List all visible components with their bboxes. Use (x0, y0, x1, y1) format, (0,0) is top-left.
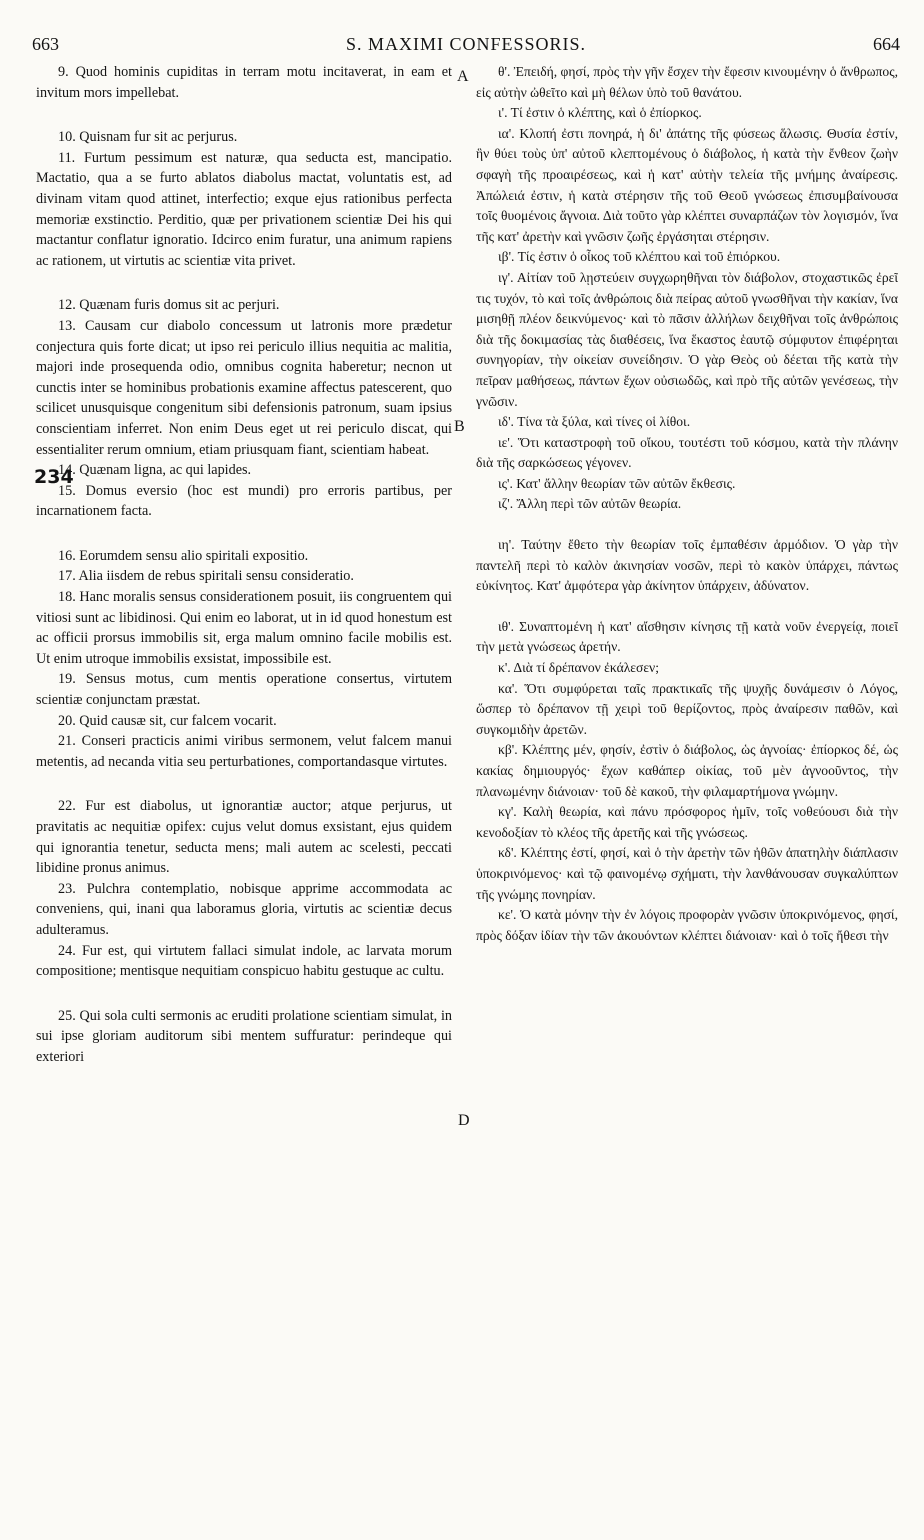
margin-letter-b: B (454, 418, 465, 435)
latin-paragraph: 21. Conseri practicis animi viribus sermonem, velut falcem manui metentis, ad necanda vitia seu perturbationes, comportandasque virtutes. (36, 733, 452, 770)
greek-paragraph: κ'. Διὰ τί δρέπανον ἐκάλεσεν; (498, 660, 659, 676)
latin-column (36, 62, 452, 1526)
latin-paragraph: 13. Causam cur diabolo concessum ut latronis more prædetur conjectura quis forte dicat; ut ipso rei periculo illius nequitia ac malitia, majori inde prosequenda odio, omnibus cognita haberetur; necnon ut cunctis inter se hominibus probationis examine affectus patescerent, quo scilicet unusquisque congenitum sibi defensionis patronum, suam ipsius conscientiam inferret. Non enim Deus eget ut rei periculo discat, qui essentialiter rerum omnium, etiam priusquam fiant, scientiam habeat. (36, 317, 452, 458)
greek-paragraph: ιη'. Ταύτην ἔθετο τὴν θεωρίαν τοῖς ἐμπαθέσιν ἁρμόδιον. Ὁ γὰρ τὴν παντελῆ περὶ τὸ καλὸν ἀκινησίαν νοσῶν, περὶ τὸ κακὸν ὑπάρχει, πάντως εὐκίνητος. Κατ' ἀμφότερα γὰρ ἀκίνητον ὑπάρχειν, ἀδύνατον. (476, 537, 898, 594)
latin-paragraph: 20. Quid causæ sit, cur falcem vocarit. (58, 712, 277, 729)
running-header (30, 34, 902, 60)
margin-letter-d: D (458, 1112, 470, 1129)
latin-paragraph: 15. Domus eversio (hoc est mundi) pro erroris partibus, per incarnationem facta. (36, 482, 452, 520)
latin-paragraph: 22. Fur est diabolus, ut ignorantiæ auctor; atque perjurus, ut pravitatis ac nequitiæ opifex: cujus velut domus exsistant, ejus quidem qui ignorantia tenetur, seducta mens; mali autem ac scelesti, peccati libidine pronus animus. (36, 798, 452, 877)
greek-paragraph: θ'. Ἐπειδή, φησί, πρὸς τὴν γῆν ἔσχεν τὴν ἔφεσιν κινουμένην ὁ ἄνθρωπος, εἰς αὐτὴν ὠθεῖτο καὶ μὴ θέλων ὑπὸ τοῦ θανάτου. (476, 64, 898, 100)
greek-paragraph: ιδ'. Τίνα τὰ ξύλα, καὶ τίνες οἱ λίθοι. (498, 414, 691, 430)
latin-paragraph: 23. Pulchra contemplatio, nobisque apprime accommodata ac conveniens, qui, inani qua laboramus gloria, virtutis ac scientiæ decus adulteramus. (36, 880, 452, 938)
latin-paragraph: 25. Qui sola culti sermonis ac eruditi prolatione scientiam simulat, in sui ipse gloriam auditorum sibi mentem suffuratur: perindeque qui exteriori (36, 1007, 452, 1065)
greek-paragraph: κγ'. Καλὴ θεωρία, καὶ πάνυ πρόσφορος ἡμῖν, τοῖς νοθεύουσι διὰ τὴν κενοδοξίαν τὸ κλέος τῆς ἀρετῆς καὶ τῆς γνώσεως. (476, 804, 898, 840)
margin-folio-number: 234 (34, 466, 74, 488)
latin-paragraph: 12. Quænam furis domus sit ac perjuri. (58, 297, 280, 314)
latin-paragraph: 24. Fur est, qui virtutem fallaci simulat indole, ac larvata morum compositione; mentisque nequitiam conspicuo habitu gestuque ac cultu. (36, 942, 452, 980)
latin-paragraph: 10. Quisnam fur sit ac perjurus. (58, 129, 238, 146)
greek-paragraph: ιε'. Ὅτι καταστροφὴ τοῦ οἴκου, τουτέστι τοῦ κόσμου, κατὰ τὴν πλάνην διὰ τῆς σαρκώσεως γέγονεν. (476, 434, 898, 471)
running-title: S. MAXIMI CONFESSORIS. (345, 34, 587, 54)
latin-paragraph: 17. Alia iisdem de rebus spiritali sensu consideratio. (58, 568, 354, 585)
page-number-left: 663 (32, 34, 59, 54)
latin-paragraph: 18. Hanc moralis sensus considerationem posuit, iis congruentem qui vitiosi sunt ac libidinosi. Qui enim eo laborat, ut in id quod honestum est ac officii prorsus immobilis sit, erga malum omnino facile mobilis est. Ut enim utroque immobilis exsistat, impossibile est. (36, 589, 452, 667)
greek-paragraph: κα'. Ὅτι συμφύρεται ταῖς πρακτικαῖς τῆς ψυχῆς δυνάμεσιν ὁ Λόγος, ὥσπερ τὸ δρέπανον τῇ χειρὶ τοῦ θερίζοντος, πρὸς ἀναίρεσιν παθῶν, καὶ συγκομιδὴν ἀρετῶν. (476, 680, 898, 737)
margin-letter-a: A (457, 68, 469, 85)
greek-paragraph: ιζ'. Ἄλλη περὶ τῶν αὐτῶν θεωρία. (498, 496, 682, 512)
latin-paragraph: 9. Quod hominis cupiditas in terram motu incitaverat, in eam et invitum mors impellebat. (36, 64, 452, 101)
greek-paragraph: κβ'. Κλέπτης μέν, φησίν, ἐστὶν ὁ διάβολος, ὡς ἀγνοίας· ἐπίορκος δέ, ὡς κακίας δημιουργός· ἔχων καθάπερ οἰκίας, τοῦ μὲν ἀγνοοῦντος, τὴν πλανωμένην διάνοιαν· τοῦ δὲ κακοῦ, τὴν φιλαμαρτήμονα γνώμην. (476, 742, 898, 799)
greek-paragraph: κε'. Ὁ κατὰ μόνην τὴν ἐν λόγοις προφορὰν γνῶσιν ὑποκρινόμενος, φησί, πρὸς δόξαν ἰδίαν τὴν τῶν ἀκουόντων κλέπτει διάνοιαν· καὶ ὁ τοῖς ἤθεσι τὴν (476, 907, 898, 943)
greek-column (476, 62, 898, 1526)
page-number-right: 664 (873, 34, 900, 54)
greek-paragraph: ιθ'. Συναπτομένη ἡ κατ' αἴσθησιν κίνησις τῇ κατὰ νοῦν ἐνεργείᾳ, ποιεῖ τὴν μετὰ γνώσεως ἀρετήν. (476, 618, 898, 655)
greek-paragraph: ιγ'. Αἰτίαν τοῦ λῃστεύειν συγχωρηθῆναι τὸν διάβολον, στοχαστικῶς ἐρεῖ τις τυχόν, τὸ καὶ τοῖς ἀνθρώποις διὰ πείρας αὐτοῦ γνωσθῆναι τὴν κακίαν, ἵνα μισηθῇ πλέον δεικνύμενος· καὶ τὸ πᾶσιν ἀλλήλων δειχθῆναι τοῖς ἀνθρώποις διὰ τῆς δοκιμασίας τὰς διαθέσεις, ἵνα ἕκαστος ἑαυτῷ σύμφυτον ἐπιφέρηται συνηγορίαν, τὴν οἰκείαν συνείδησιν. Ὁ γὰρ Θεὸς οὐ δέεται τῆς κατὰ τὴν πεῖραν μαθήσεως, πάντων ἔχων οὐσιωδῶς, καὶ πρὸ τῆς αὐτῶν γενέσεως, τὴν γνῶσιν. (476, 269, 898, 409)
greek-paragraph: ιβ'. Τίς ἐστιν ὁ οἶκος τοῦ κλέπτου καὶ τοῦ ἐπιόρκου. (498, 249, 781, 265)
greek-paragraph: ια'. Κλοπή ἐστι πονηρά, ἡ δι' ἀπάτης τῆς φύσεως ἅλωσις. Θυσία ἐστίν, ἣν θύει τοὺς ὑπ' αὐτοῦ κλεπτομένους ὁ διάβολος, ἡ κατὰ τὴν ἔνθεον ζωὴν σφαγὴ τῆς προαιρέσεως, καὶ ἡ κατ' αὐτὴν τελεία τῆς μνήμης ἀναίρεσις. Ἀπώλειά ἐστιν, ἡ κατὰ στέρησιν τῆς τοῦ Θεοῦ γνώσεως ἐπισυμβαίνουσα τοῖς θυομένοις ἄγνοια. Διὰ τοῦτο γὰρ κλέπτει συναρπάζων τὸν λογισμόν, ἵνα τῆς κατ' ἀρετὴν καὶ γνῶσιν ζωῆς ἐργάσηται στέρησιν. (476, 125, 898, 244)
latin-paragraph: 14. Quænam ligna, ac qui lapides. (58, 462, 252, 479)
latin-paragraph: 16. Eorumdem sensu alio spiritali expositio. (58, 547, 309, 564)
greek-paragraph: ι'. Τί ἐστιν ὁ κλέπτης, καὶ ὁ ἐπίορκος. (498, 105, 702, 121)
latin-paragraph: 19. Sensus motus, cum mentis operatione consertus, virtutem scientiæ conjunctam præstat. (36, 671, 452, 709)
greek-paragraph: ις'. Κατ' ἄλλην θεωρίαν τῶν αὐτῶν ἔκθεσις. (498, 475, 736, 491)
greek-paragraph: κδ'. Κλέπτης ἐστί, φησί, καὶ ὁ τὴν ἀρετὴν τῶν ἠθῶν ἀπατηλὴν διάπλασιν ὑποκρινόμενος· καὶ τῷ φαινομένῳ σχήματι, τὴν λανθάνουσαν συγκαλύπτων τῆς γνώμης πονηρίαν. (476, 845, 898, 902)
latin-paragraph: 11. Furtum pessimum est naturæ, qua seducta est, mancipatio. Mactatio, qua a se furto ablatos diabolus mactat, voluntatis est, ad divinam vitam quod attinet, interfectio; exque ejus rationibus perfecta memoriæ exstinctio. Perditio, quæ per privationem scientiæ Dei his qui mactantur conflatur ignoratio. Idcirco enim furatur, una animum rapiens ac rationem, ut virtutis ac scientiæ vita privet. (36, 149, 452, 269)
